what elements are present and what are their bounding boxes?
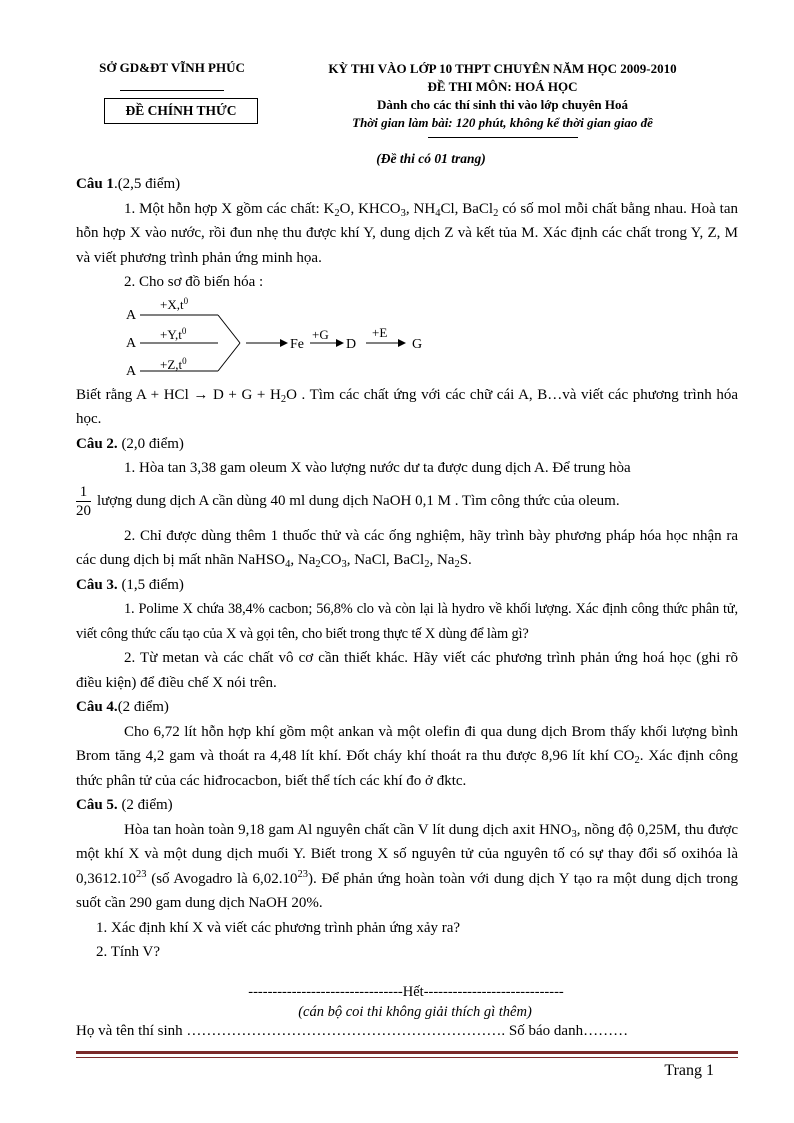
end-marker: --------------------------------Hết-----------------------------	[248, 984, 564, 1000]
question-4-points: (2 điểm)	[117, 699, 169, 715]
question-4-text	[76, 720, 738, 794]
q5-text: ). Để phản ứng hoàn toàn với dung dịch Y tạo ra một dung dịch trong suốt cần 290 gam dung dịch NaOH 20%.	[76, 870, 739, 911]
subscript: 2	[315, 559, 321, 570]
scheme-condition-x: $+X,t^0$	[160, 296, 189, 312]
q2-text: S.	[459, 552, 472, 568]
q2-text: , Na	[429, 552, 455, 568]
question-1-title: Câu 1	[76, 176, 114, 192]
question-4	[76, 695, 738, 720]
scheme-node-a2: A	[126, 335, 137, 351]
subscript: 2	[280, 393, 287, 405]
scheme-node-g: G	[412, 336, 423, 352]
question-1-part-1	[76, 197, 738, 271]
q2-text: lượng dung dịch A cần dùng 40 ml dung dịch NaOH 0,1 M . Tìm công thức của oleum.	[97, 492, 620, 509]
exam-audience: Dành cho các thí sinh thi vào lớp chuyên Hoá	[377, 97, 628, 112]
fraction-denominator: 20	[76, 502, 91, 519]
question-3-part-2: 2. Từ metan và các chất vô cơ cần thiết khác. Hãy viết các phương trình phản ứng hoá học (ghi rõ điều kiện) để điều chế X nói trên.	[76, 650, 738, 691]
subscript: 2	[493, 207, 499, 219]
question-1-part-3	[76, 383, 738, 432]
subscript: 4	[285, 559, 291, 570]
subscript: 3	[341, 559, 347, 570]
q1-text: 1. Một hỗn hợp X gồm các chất: K	[124, 200, 335, 217]
subscript: 4	[435, 207, 441, 219]
scheme-condition-z: $+Z,t^0$	[160, 355, 187, 372]
scheme-label-e: +E	[372, 324, 388, 340]
question-1-part-2: 2. Cho sơ đồ biến hóa :	[124, 274, 264, 290]
page-number: Trang 1	[664, 1062, 714, 1079]
scheme-node-a1: A	[126, 307, 137, 323]
candidate-info-line: Họ và tên thí sinh ………………………………………………………. Số báo danh………	[76, 1023, 629, 1039]
scheme-label-g: +G	[312, 326, 329, 342]
exam-content	[76, 172, 738, 965]
question-4-title: Câu 4.	[76, 699, 118, 715]
q1-text: O . Tìm các chất ứng với các chữ cái A, B…và viết các phương trình hóa học.	[76, 386, 738, 427]
q1-text: có số mol mỗi chất bằng nhau. Hoà tan hỗn hợp X vào nước, rồi đun nhẹ thu được khí Y, dung dịch Z và kết tủa M. Xác định các chất trong Y, Z, M và viết phương trình phản ứng minh họa.	[76, 200, 739, 266]
subscript: 2	[334, 207, 340, 219]
question-2	[76, 432, 738, 457]
question-2-part-2	[76, 524, 738, 573]
scheme-condition-y: $+Y,t^0$	[160, 325, 187, 342]
scheme-node-d: D	[346, 336, 357, 352]
superscript: 23	[136, 868, 147, 880]
official-exam-box: ĐỀ CHÍNH THỨC	[104, 98, 258, 124]
department-name: SỞ GD&ĐT VĨNH PHÚC	[99, 60, 245, 75]
exam-time: Thời gian làm bài: 120 phút, không kể thời gian giao đề	[352, 115, 653, 130]
footer-rule-thin	[76, 1057, 738, 1058]
exam-title: KỲ THI VÀO LỚP 10 THPT CHUYÊN NĂM HỌC 2009-2010	[328, 61, 677, 76]
header-divider	[428, 137, 578, 138]
subscript: 3	[571, 828, 577, 840]
superscript: 23	[297, 868, 309, 880]
arrow-to-d-head	[336, 339, 344, 347]
question-3-title: Câu 3.	[76, 576, 118, 593]
question-2-title: Câu 2.	[76, 435, 118, 452]
department-divider	[120, 90, 224, 91]
arrow-to-fe-head	[280, 339, 288, 347]
question-1-points: .(2,5 điểm)	[113, 176, 181, 192]
question-3	[76, 573, 738, 598]
q2-text: , NaCl, BaCl	[346, 552, 425, 568]
exam-subject: ĐỀ THI MÔN: HOÁ HỌC	[427, 79, 578, 94]
exam-header	[300, 60, 705, 138]
subscript: 2	[634, 755, 640, 766]
proctor-note: (cán bộ coi thi không giải thích gì thêm)	[298, 1004, 532, 1020]
question-3-part-1: 1. Polime X chứa 38,4% cacbon; 56,8% clo và còn lại là hydro về khối lượng. Xác định công thức phân tử, viết công thức cấu tạo của X và gọi tên, cho biết trong thực tế X dùng để làm gì?	[76, 601, 738, 642]
q5-text: , nồng độ 0,25M, thu được một khí X và một dung dịch muối Y. Biết trong X số nguyên tử của nguyên tố có sự thay đổi số oxihóa là 0,3612.10	[76, 821, 738, 887]
question-2-part-1: 1. Hòa tan 3,38 gam oleum X vào lượng nước dư ta được dung dịch A. Để trung hòa	[124, 460, 631, 476]
q4-text: Cho 6,72 lít hỗn hợp khí gồm một ankan và một olefin đi qua dung dịch Brom thấy khối lượng bình Brom tăng 4,2 gam và thoát ra 4,48 lít khí. Đốt cháy khí thoát ra thu được 8,96 lít khí CO	[76, 723, 738, 764]
q1-text: Cl, BaCl	[440, 200, 494, 217]
subscript: 2	[454, 559, 460, 570]
scheme-node-a3: A	[126, 363, 137, 379]
subscript: 2	[424, 559, 430, 570]
question-1	[76, 172, 738, 197]
q5-text: Hòa tan hoàn toàn 9,18 gam Al nguyên chất cần V lít dung dịch axit HNO	[124, 821, 572, 838]
scheme-node-fe: Fe	[290, 336, 304, 352]
question-3-points: (1,5 điểm)	[117, 576, 184, 593]
question-5-subpart-1: 1. Xác định khí X và viết các phương trình phản ứng xảy ra?	[96, 919, 461, 936]
subscript: 3	[400, 207, 406, 219]
question-5-text	[76, 818, 738, 916]
fraction-one-twentieth	[76, 483, 91, 520]
q2-text: , Na	[290, 552, 316, 568]
q4-text: . Xác định công thức phân tử của các hiđrocacbon, biết thể tích các khí đo ở đktc.	[76, 748, 738, 789]
q2-text: CO	[320, 552, 342, 568]
arrow-to-g-head	[398, 339, 406, 347]
q1-text: O, KHCO	[339, 200, 401, 217]
scheme-join-bottom	[218, 343, 240, 371]
question-5-points: (2 điểm)	[117, 797, 173, 813]
scheme-join-top	[218, 315, 240, 343]
department-header	[76, 60, 268, 91]
q2-text: 2. Chỉ được dùng thêm 1 thuốc thử và các ống nghiệm, hãy trình bày phương pháp hóa học nhận ra các dung dịch bị mất nhãn NaHSO	[76, 527, 738, 568]
q1-text: D + G + H	[208, 386, 281, 403]
question-2-part-1b	[76, 483, 738, 520]
question-5-subpart-2: 2. Tính V?	[96, 944, 161, 960]
arrow-symbol: →	[193, 386, 209, 403]
q1-text: , NH	[405, 200, 436, 217]
reaction-scheme-diagram	[116, 297, 516, 381]
question-2-points: (2,0 điểm)	[117, 435, 184, 452]
question-5	[76, 793, 738, 818]
q1-text: Biết rằng A + HCl	[76, 386, 194, 403]
pages-note: (Đề thi có 01 trang)	[376, 151, 486, 166]
fraction-numerator: 1	[76, 483, 91, 502]
footer-rule-thick	[76, 1051, 738, 1054]
q5-text: (số Avogadro là 6,02.10	[146, 870, 298, 887]
question-5-title: Câu 5.	[76, 797, 118, 813]
